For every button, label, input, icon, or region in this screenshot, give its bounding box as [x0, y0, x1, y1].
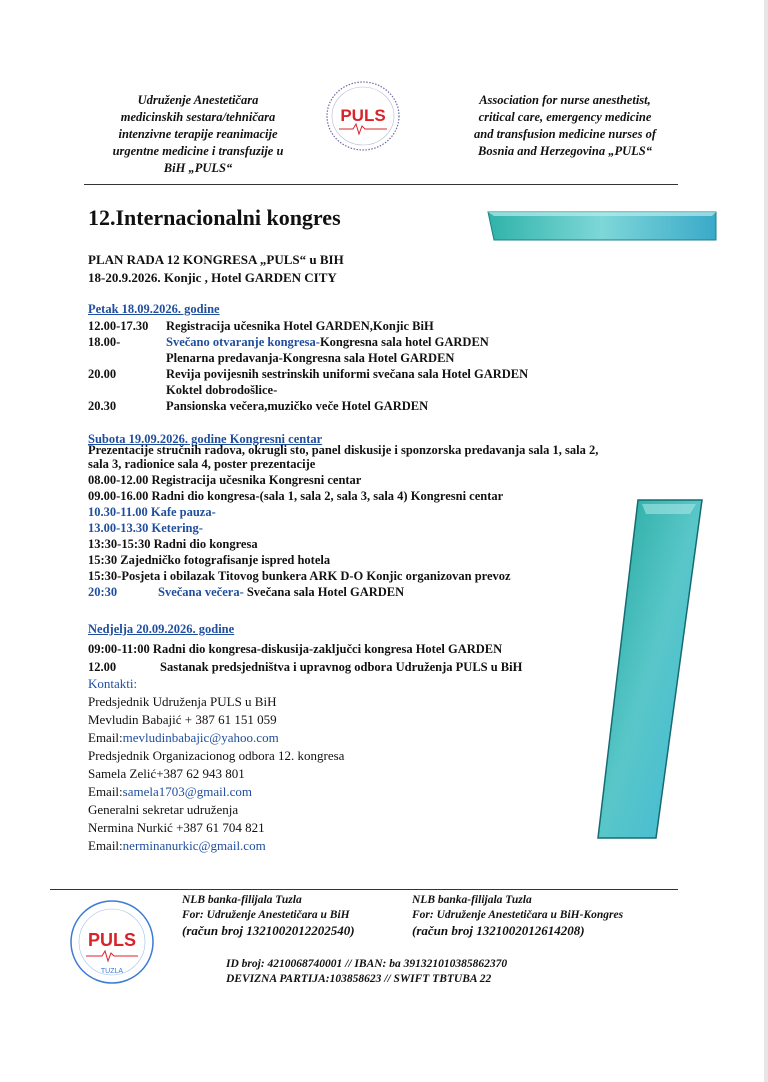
schedule-row: 10.30-11.00 Kafe pauza-: [88, 505, 216, 519]
decorative-teal-slash: [596, 498, 706, 843]
schedule-row: 09:00-11:00 Radni dio kongresa-diskusija-zaključci kongresa Hotel GARDEN: [88, 642, 503, 656]
bank-ids: ID broj: 4210068740001 // IBAN: ba 391321010385862370 DEVIZNA PARTIJA:103858623 // SWIFT TBTUBA 22: [226, 958, 508, 985]
saturday-intro: Prezentacije stručnih radova, okrugli sto, panel diskusije i sponzorska predavanja sala 1, sala 2,: [88, 443, 599, 457]
schedule-row: Plenarna predavanja-Kongresna sala Hotel GARDEN: [166, 351, 455, 365]
header-left-org-name: Udruženje Anestetičara medicinskih sestara/tehničara intenzivne terapije reanimacije urgentne medicine i transfuzije u BiH „PULS“: [112, 93, 284, 175]
friday-heading: Petak 18.09.2026. godine: [88, 302, 220, 316]
sunday-schedule: [88, 640, 522, 676]
schedule-row: 13.00-13.30 Ketering-: [88, 521, 203, 535]
schedule-row: 20.30 Pansionska večera,muzičko veče Hotel GARDEN: [88, 399, 429, 413]
saturday-heading: Subota 19.09.2026. godine Kongresni centar: [88, 432, 323, 446]
footer-divider: [50, 889, 678, 890]
schedule-row: 09.00-16.00 Radni dio kongresa-(sala 1, sala 2, sala 3, sala 4) Kongresni centar: [88, 489, 504, 503]
email-link[interactable]: samela1703@gmail.com: [122, 784, 252, 799]
page-title: 12.Internacionalni kongres: [88, 205, 341, 230]
saturday-intro: sala 3, radionice sala 4, poster prezentacije: [88, 457, 316, 471]
svg-text:PULS: PULS: [340, 106, 386, 125]
email-link[interactable]: mevludinbabajic@yahoo.com: [122, 730, 279, 745]
page-edge: [764, 0, 768, 1082]
schedule-row: 15:30 Zajedničko fotografisanje ispred hotela: [88, 553, 331, 567]
header-right-org-name: Association for nurse anesthetist, critical care, emergency medicine and transfusion medicine nurses of Bosnia and Herzegovina „PULS“: [474, 93, 656, 158]
contacts-section: Kontakti: Predsjednik Udruženja PULS u BiH Mevludin Babajić + 387 61 151 059 Email:mevludinbabajic@yahoo.com Predsjednik Organizacionog odbora 12. kongresa Samela Zelić+387 62 943 801 Email:samela1703@gmail.com Generalni sekretar udruženja Nermina Nurkić +387 61 704 821 Email:nerminanurkic@gmail.com: [88, 676, 345, 853]
schedule-row: 13:30-15:30 Radni dio kongresa: [88, 537, 258, 551]
bank-account-1: NLB banka-filijala Tuzla For: Udruženje Anestetičara u BiH (račun broj 1321002012202540): [182, 894, 355, 938]
email-link[interactable]: nerminanurkic@gmail.com: [122, 838, 266, 853]
header-divider: [84, 184, 678, 185]
svg-text:PULS: PULS: [87, 930, 137, 950]
decorative-prism-bar: [484, 210, 720, 242]
schedule-row: 08.00-12.00 Registracija učesnika Kongresni centar: [88, 473, 362, 487]
puls-tuzla-logo: [68, 898, 156, 986]
contacts-heading: Kontakti:: [88, 676, 138, 691]
schedule-row: Koktel dobrodošlice-: [166, 383, 278, 397]
puls-logo: [323, 79, 403, 153]
schedule-row: 15:30-Posjeta i obilazak Titovog bunkera ARK D-O Konjic organizovan prevoz: [88, 569, 511, 583]
saturday-schedule: [88, 444, 598, 600]
sunday-heading: Nedjelja 20.09.2026. godine: [88, 622, 235, 636]
bank-account-2: NLB banka-filijala Tuzla For: Udruženje Anestetičara u BiH-Kongres (račun broj 1321002012614208): [412, 894, 624, 938]
plan-subtitle: PLAN RADA 12 KONGRESA „PULS“ u BIH 18-20.9.2026. Konjic , Hotel GARDEN CITY: [88, 252, 344, 285]
schedule-row: 12.00-17.30 Registracija učesnika Hotel GARDEN,Konjic BiH: [88, 319, 434, 333]
schedule-row: 20.00 Revija povijesnih sestrinskih uniformi svečana sala Hotel GARDEN: [88, 367, 529, 381]
schedule-row: 18.00- Svečano otvaranje kongresa-Kongresna sala hotel GARDEN: [88, 335, 489, 349]
schedule-row: 12.00 Sastanak predsjedništva i upravnog odbora Udruženja PULS u BiH: [88, 660, 523, 674]
schedule-row: 20:30 Svečana večera- Svečana sala Hotel GARDEN: [88, 585, 405, 599]
friday-schedule: [88, 318, 528, 414]
svg-text:TUZLA: TUZLA: [100, 968, 124, 975]
